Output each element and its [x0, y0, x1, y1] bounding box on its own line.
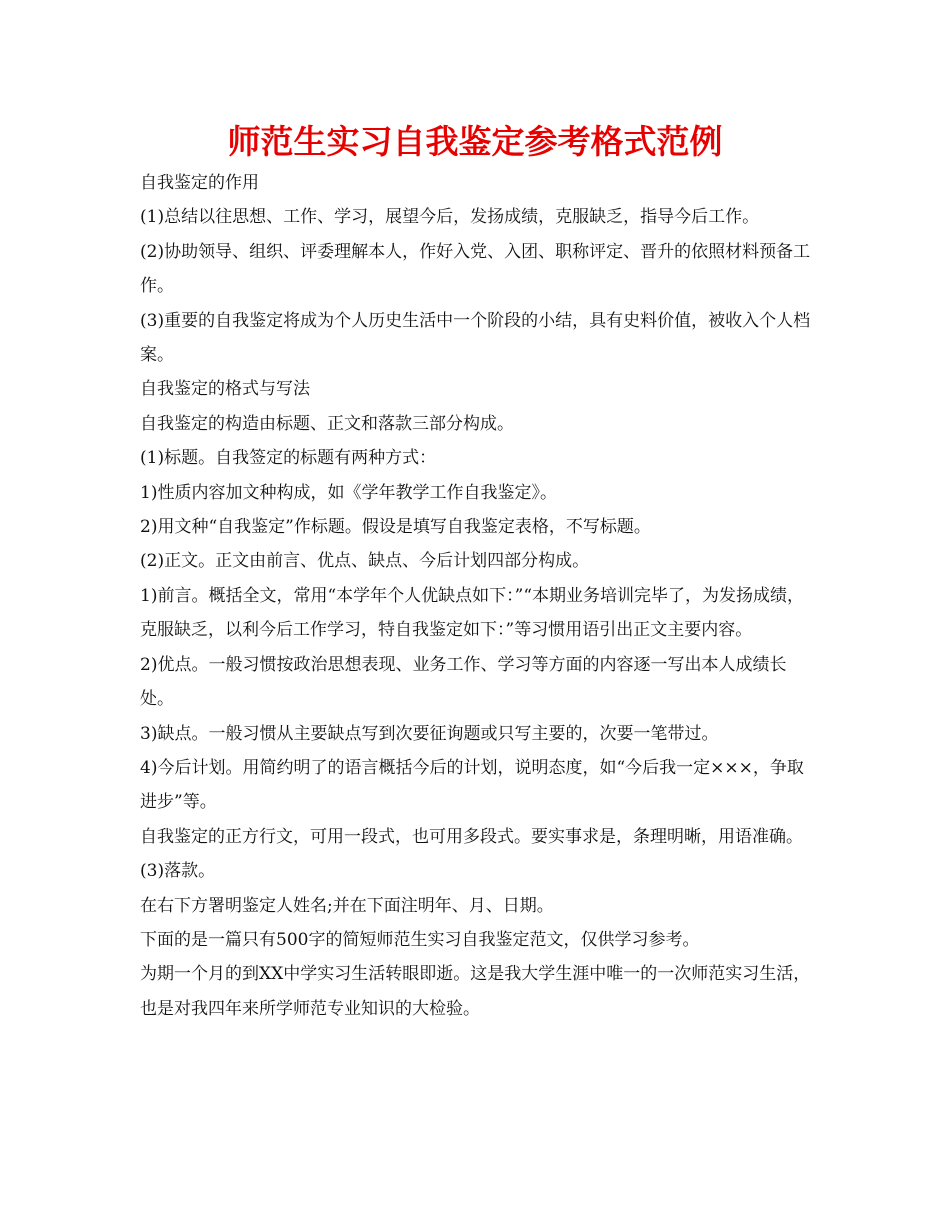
paragraph: 1)前言。概括全文，常用“本学年个人优缺点如下：”“本期业务培训完毕了，为发扬成绩，克服缺乏，以利今后工作学习，特自我鉴定如下：”等习惯用语引出正文主要内容。: [140, 585, 805, 641]
paragraph: (2)正文。正文由前言、优点、缺点、今后计划四部分构成。: [140, 551, 590, 572]
section-heading: 自我鉴定的作用: [140, 173, 259, 193]
paragraph: (2)协助领导、组织、评委理解本人，作好入党、入团、职称评定、晋升的依照材料预备工作。: [140, 241, 811, 297]
paragraph: (3)重要的自我鉴定将成为个人历史生活中一个阶段的小结，具有史料价值，被收入个人档案。: [140, 310, 811, 366]
paragraph: 1)性质内容加文种构成，如《学年教学工作自我鉴定》。: [140, 482, 557, 503]
paragraph: 为期一个月的到XX中学实习生活转眼即逝。这是我大学生涯中唯一的一次师范实习生活，也是对我四年来所学师范专业知识的大检验。: [140, 964, 811, 1019]
paragraph: 2)优点。一般习惯按政治思想表现、业务工作、学习等方面的内容逐一写出本人成绩长处。: [140, 654, 787, 710]
paragraph: (1)标题。自我签定的标题有两种方式：: [140, 448, 437, 469]
paragraph: 在右下方署明鉴定人姓名;并在下面注明年、月、日期。: [140, 895, 554, 916]
paragraph: (1)总结以往思想、工作、学习，展望今后，发扬成绩，克服缺乏，指导今后工作。: [140, 207, 760, 228]
paragraph: 2)用文种“自我鉴定”作标题。假设是填写自我鉴定表格，不写标题。: [140, 517, 651, 538]
section-heading: 自我鉴定的格式与写法: [140, 379, 310, 400]
paragraph: 4)今后计划。用简约明了的语言概括今后的计划，说明态度，如“今后我一定×××，争取进步”等。: [140, 757, 804, 813]
paragraph: 下面的是一篇只有500字的简短师范生实习自我鉴定范文，仅供学习参考。: [140, 929, 700, 950]
paragraph: 自我鉴定的构造由标题、正文和落款三部分构成。: [140, 413, 514, 434]
paragraph: 自我鉴定的正方行文，可用一段式，也可用多段式。要实事求是，条理明晰，用语准确。: [140, 826, 803, 847]
paragraph: 3)缺点。一般习惯从主要缺点写到次要征询题或只写主要的，次要一笔带过。: [140, 723, 719, 744]
document-title: 师范生实习自我鉴定参考格式范例: [227, 122, 723, 161]
document-body: [140, 166, 818, 1026]
paragraph: (3)落款。: [140, 861, 216, 882]
